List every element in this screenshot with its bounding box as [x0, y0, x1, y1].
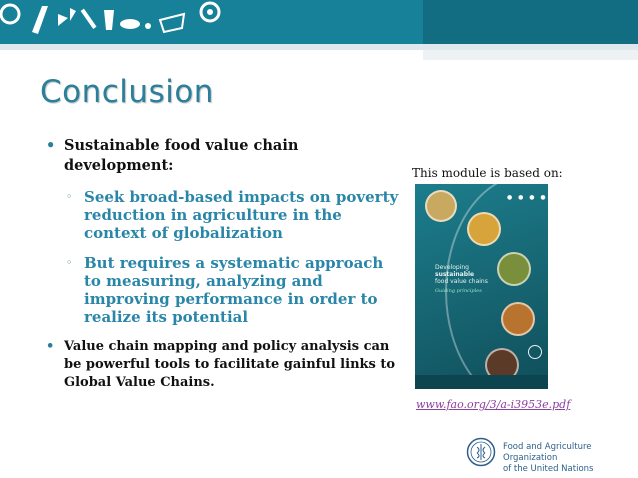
knife-icon — [81, 9, 97, 29]
organization-name: Food and Agriculture Organization of the United Nations — [503, 442, 594, 474]
bottle-icon — [32, 6, 48, 34]
dot-icon — [145, 23, 151, 29]
fao-logo-icon — [466, 437, 496, 467]
cover-bottom-band — [415, 375, 548, 389]
sub-bullet-text-2: But requires a systematic approach to measuring, analyzing and improving performance in order to realize its potential — [84, 254, 384, 326]
bullet-list — [44, 136, 404, 392]
sub-bullet-item-1 — [64, 188, 404, 242]
fish-icon — [58, 8, 76, 26]
bullet-item-2 — [44, 338, 404, 392]
sub-bullet-item-2 — [64, 254, 404, 326]
module-caption: This module is based on: — [412, 166, 563, 180]
basket-icon — [160, 14, 184, 32]
cover-photo-4 — [501, 302, 535, 336]
food-icons-strip — [0, 0, 240, 40]
publication-link[interactable]: www.fao.org/3/a-i3953e.pdf — [416, 398, 571, 411]
header-stripe-light — [423, 50, 638, 60]
cover-dots: ● ● ● ● — [507, 194, 548, 201]
slide-title: Conclusion — [40, 74, 214, 110]
header-band — [0, 0, 638, 44]
bullet-text-1: Sustainable food value chain development: — [64, 137, 299, 174]
sub-bullet-text-1: Seek broad-based impacts on poverty reduction in agriculture in the context of globalization — [84, 188, 399, 242]
header-band-dark — [423, 0, 638, 44]
gear-icon — [1, 5, 19, 23]
sub-bullet-dot: ◦ — [66, 256, 73, 269]
sub-bullet-dot: ◦ — [66, 190, 73, 203]
bullet-dot: • — [46, 339, 55, 354]
cover-photo-3 — [497, 252, 531, 286]
bullet-dot: • — [46, 137, 56, 154]
glass-icon — [104, 10, 114, 30]
cover-title: Developing sustainable food value chains — [435, 264, 488, 285]
cover-photo-2 — [467, 212, 501, 246]
cover-subtitle: Guiding principles — [435, 288, 482, 294]
cover-fao-logo-icon — [528, 345, 542, 359]
publication-cover-image — [415, 184, 548, 389]
sub-bullet-list — [64, 188, 404, 326]
bullet-item-1 — [44, 136, 404, 326]
banana-icon — [120, 19, 140, 29]
cover-photo-1 — [425, 190, 457, 222]
bullet-text-2: Value chain mapping and policy analysis can be powerful tools to facilitate gainful links to Global Value Chains. — [64, 339, 396, 390]
